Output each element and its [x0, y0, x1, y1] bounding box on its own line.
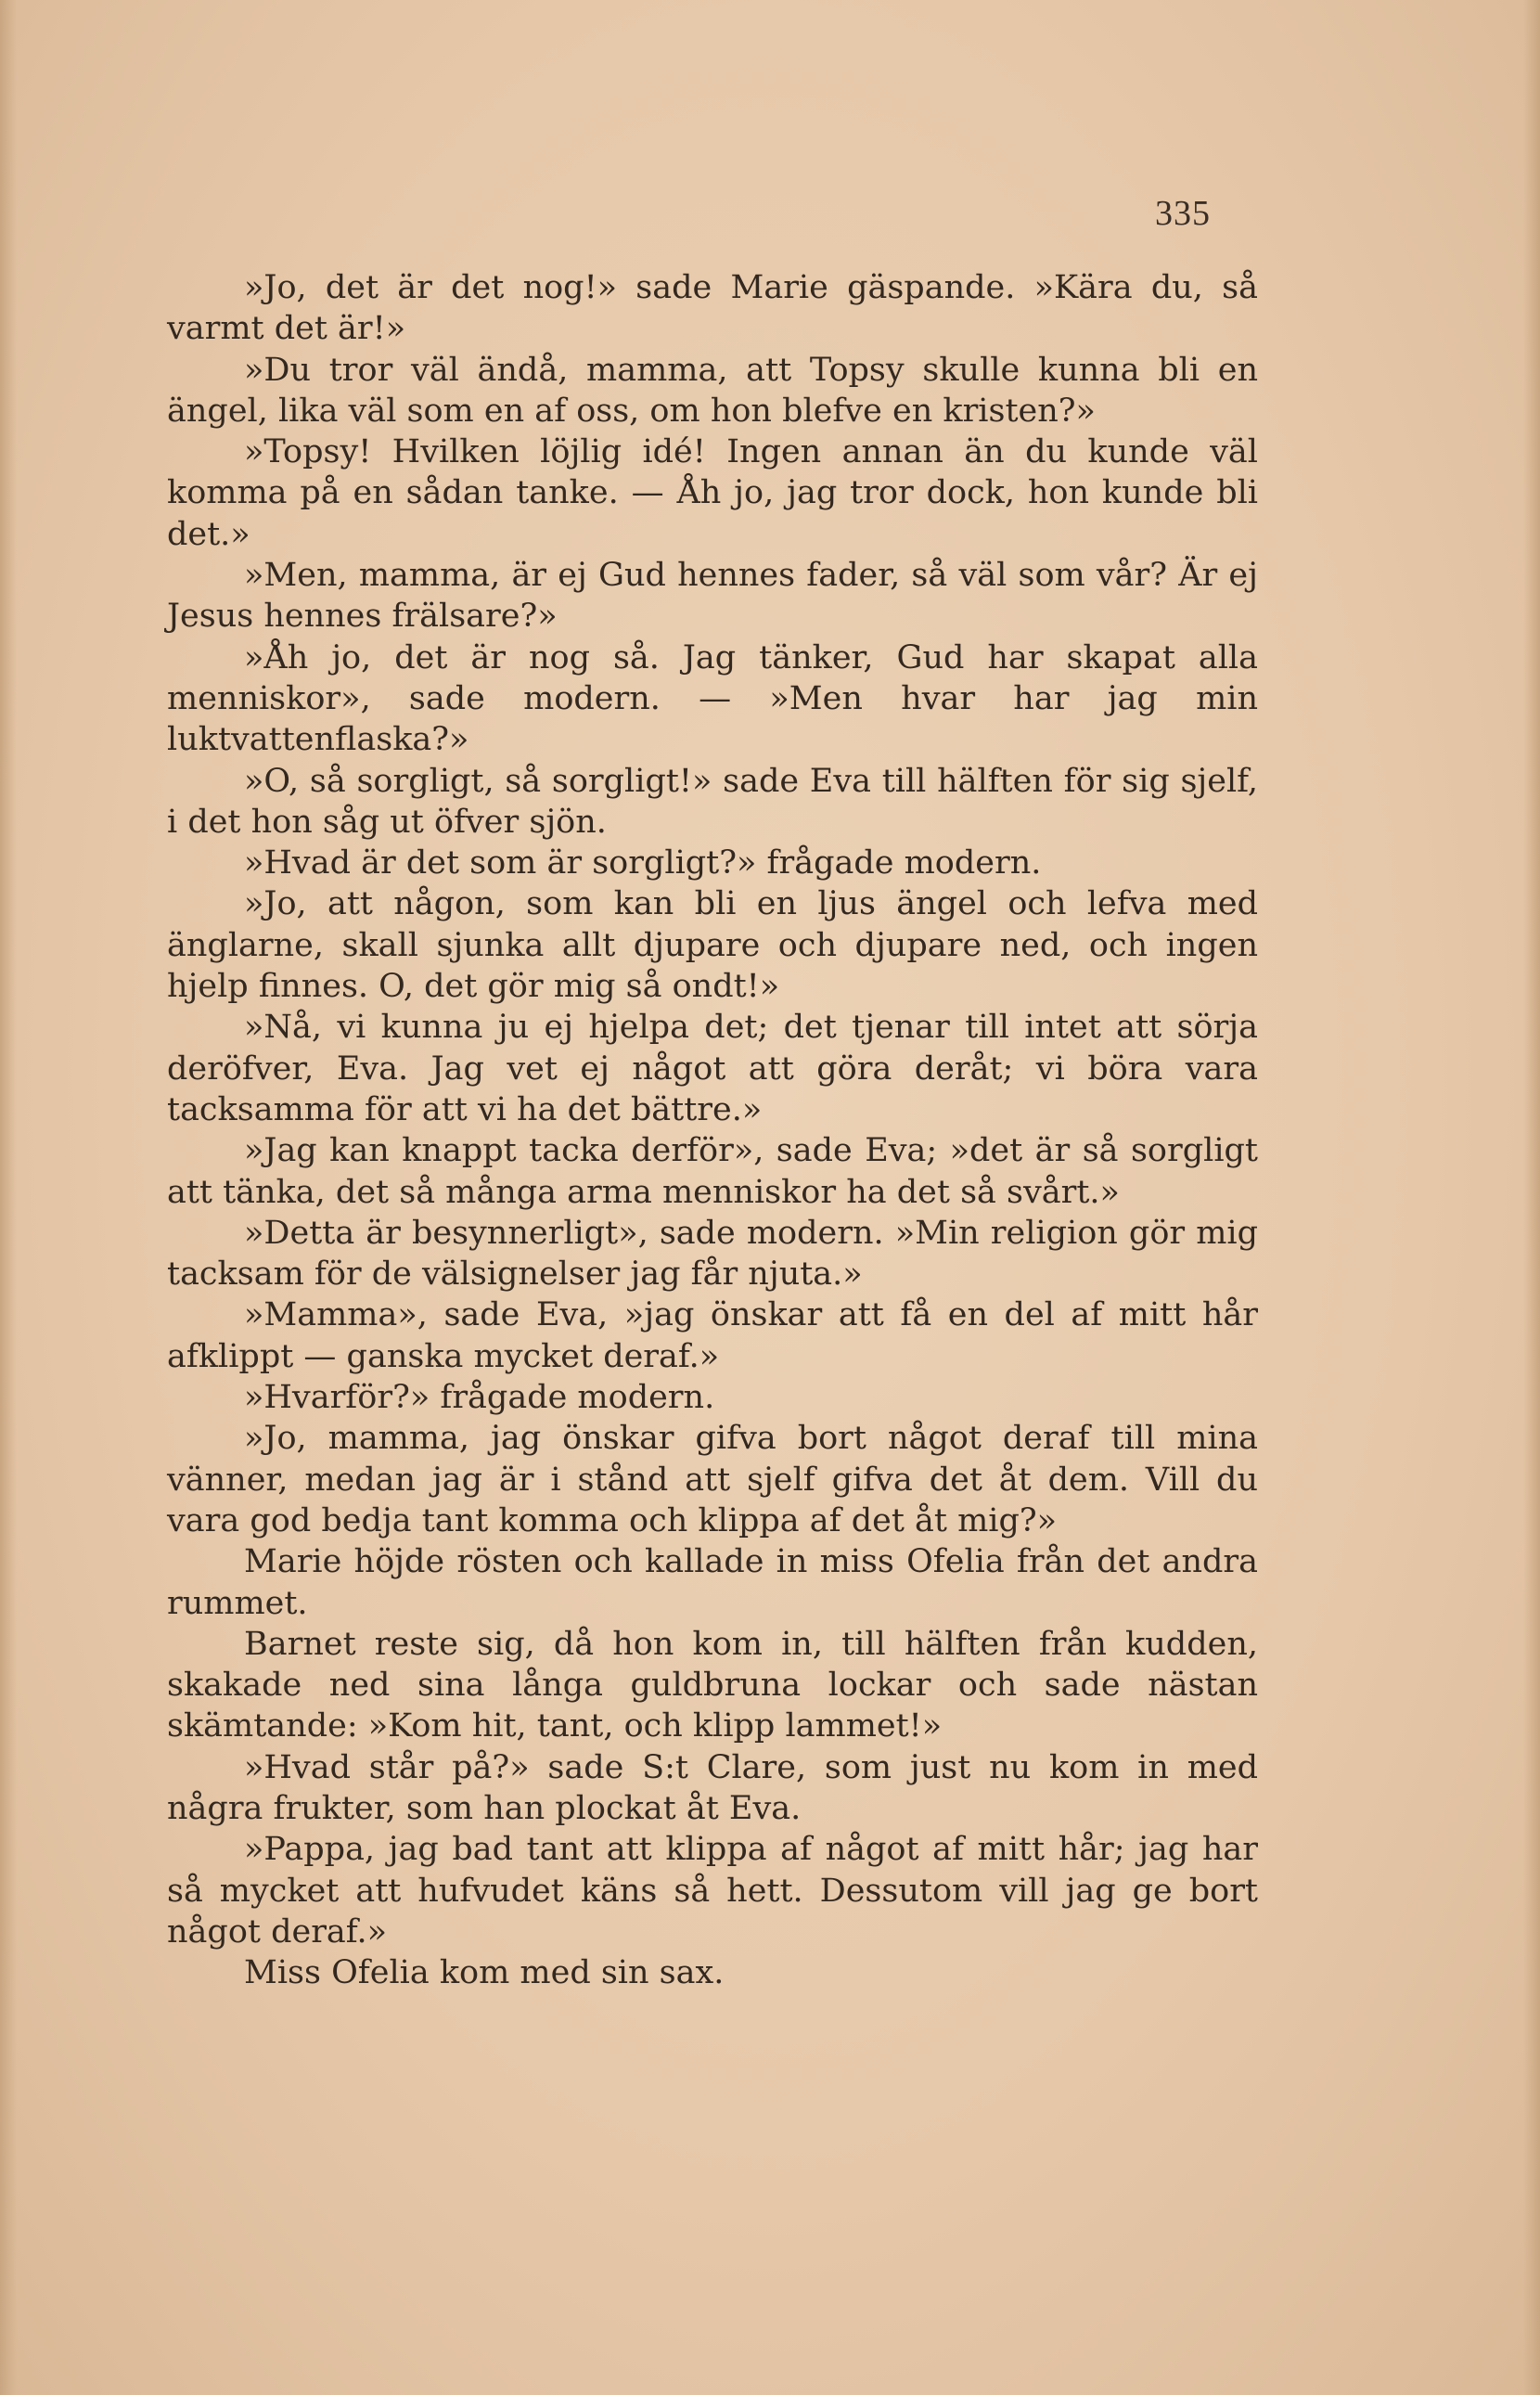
paragraph: »Hvarför?» frågade modern. [244, 1379, 715, 1417]
paragraph: »Topsy! Hvilken löjlig idé! Ingen annan än du kunde väl komma på en sådan tanke. — Åh jo, jag tror dock, hon kunde bli det.» [167, 433, 1258, 553]
paragraph: »Hvad är det som är sorgligt?» frågade modern. [244, 844, 1042, 882]
paragraph: »Men, mamma, är ej Gud hennes fader, så väl som vår? Är ej Jesus hennes frälsare?» [167, 557, 1258, 636]
paragraph: »Hvad står på?» sade S:t Clare, som just nu kom in med några frukter, som han plockat åt Eva. [167, 1748, 1258, 1827]
page-edge-right [1523, 0, 1540, 2395]
page-edge-left [0, 0, 17, 2395]
paragraph: »Åh jo, det är nog så. Jag tänker, Gud har skapat alla menniskor», sade modern. — »Men hvar har jag min luktvattenflaska?» [167, 638, 1258, 759]
paragraph: »Jo, att någon, som kan bli en ljus ängel och lefva med änglarne, skall sjunka allt djupare och djupare ned, och ingen hjelp finnes. O, det gör mig så ondt!» [167, 885, 1258, 1006]
paragraph: Miss Ofelia kom med sin sax. [244, 1954, 725, 1992]
paragraph: »Jag kan knappt tacka derför», sade Eva; »det är så sorgligt att tänka, det så många arma menniskor ha det så svårt.» [167, 1132, 1258, 1211]
paragraph: Barnet reste sig, då hon kom in, till hälften från kudden, skakade ned sina långa guldbruna lockar och sade nästan skämtande: »Kom hit, tant, och klipp lammet!» [167, 1625, 1258, 1745]
paragraph: »Du tror väl ändå, mamma, att Topsy skulle kunna bli en ängel, lika väl som en af oss, om hon blefve en kristen?» [167, 351, 1258, 430]
paragraph: »O, så sorgligt, så sorgligt!» sade Eva till hälften för sig sjelf, i det hon såg ut öfver sjön. [167, 762, 1258, 841]
paragraph: »Pappa, jag bad tant att klippa af något af mitt hår; jag har så mycket att hufvudet käns så hett. Dessutom vill jag ge bort något deraf.» [167, 1831, 1258, 1951]
body-text [167, 267, 1258, 1993]
paragraph: Marie höjde rösten och kallade in miss Ofelia från det andra rummet. [167, 1543, 1258, 1622]
paragraph: »Mamma», sade Eva, »jag önskar att få en del af mitt hår afklippt — ganska mycket deraf.» [167, 1296, 1258, 1375]
paragraph: »Detta är besynnerligt», sade modern. »Min religion gör mig tacksam för de välsignelser jag får njuta.» [167, 1214, 1258, 1294]
page-number: 335 [1155, 194, 1211, 233]
paragraph: »Jo, det är det nog!» sade Marie gäspande. »Kära du, så varmt det är!» [167, 269, 1258, 348]
paragraph: »Jo, mamma, jag önskar gifva bort något deraf till mina vänner, medan jag är i stånd att sjelf gifva det åt dem. Vill du vara god bedja tant komma och klippa af det åt mig?» [167, 1420, 1258, 1539]
paragraph: »Nå, vi kunna ju ej hjelpa det; det tjenar till intet att sörja deröfver, Eva. Jag vet ej något att göra deråt; vi böra vara tacksamma för att vi ha det bättre.» [167, 1009, 1258, 1128]
